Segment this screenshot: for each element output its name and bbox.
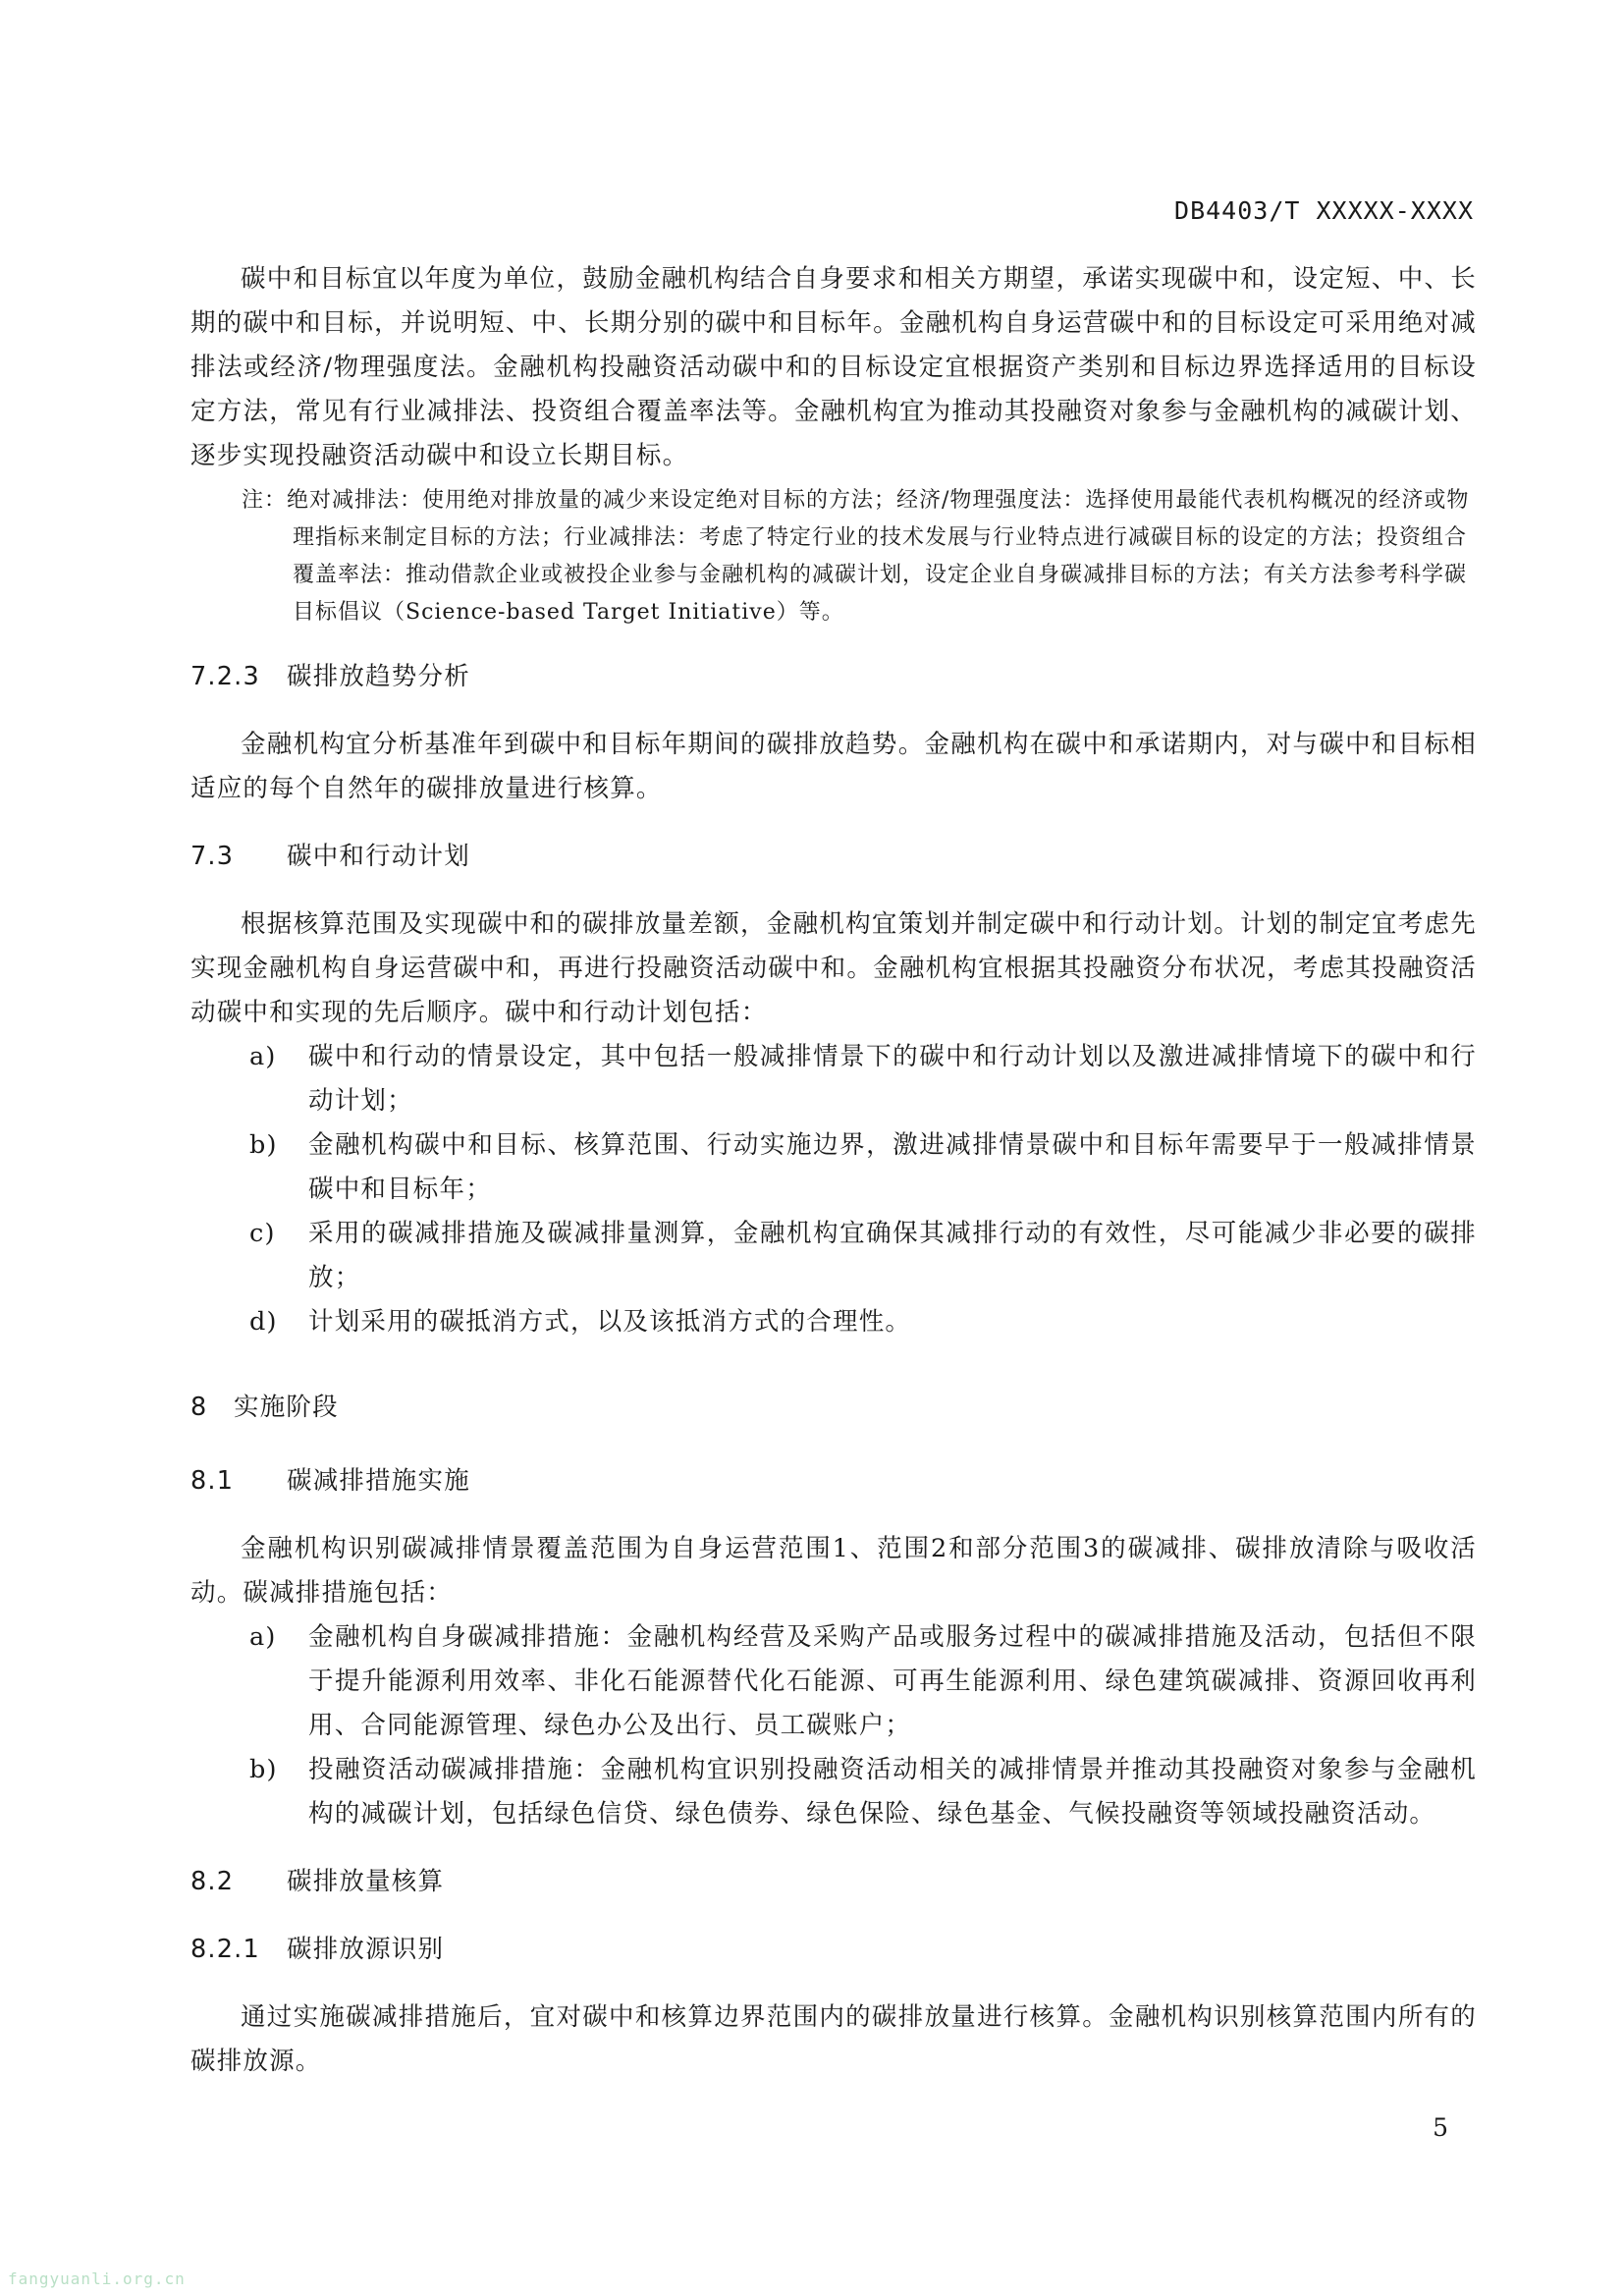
note	[190, 482, 1477, 631]
list-text: 金融机构自身碳减排措施：金融机构经营及采购产品或服务过程中的碳减排措施及活动，包括但不限于提升能源利用效率、非化石能源替代化石能源、可再生能源利用、绿色建筑碳减排、资源回收再利用、合同能源管理、绿色办公及出行、员工碳账户；	[308, 1622, 1477, 1740]
list-text: 计划采用的碳抵消方式，以及该抵消方式的合理性。	[308, 1307, 912, 1337]
section-title: 碳减排措施实施	[287, 1466, 470, 1496]
note-text: 绝对减排法：使用绝对排放量的减少来设定绝对目标的方法；经济/物理强度法：选择使用最能代表机构概况的经济或物理指标来制定目标的方法；行业减排法：考虑了特定行业的技术发展与行业特点进行减碳目标的设定的方法；投资组合覆盖率法：推动借款企业或被投企业参与金融机构的减碳计划，设定企业自身碳减排目标的方法；有关方法参考科学碳目标倡议（Science-based Target Initiative）等。	[287, 488, 1470, 625]
section-8-2-heading	[190, 1860, 1477, 1904]
list-text: 采用的碳减排措施及碳减排量测算，金融机构宜确保其减排行动的有效性，尽可能减少非必要的碳排放；	[308, 1219, 1477, 1292]
section-7-2-3-heading	[190, 655, 1477, 699]
list-label: d)	[249, 1307, 278, 1337]
section-8-2-1-heading	[190, 1928, 1477, 1972]
list-item	[190, 1615, 1477, 1748]
section-number: 8.2	[190, 1867, 235, 1896]
list-text: 碳中和行动的情景设定，其中包括一般减排情景下的碳中和行动计划以及激进减排情境下的碳中和行动计划；	[308, 1042, 1477, 1116]
list-item	[190, 1123, 1477, 1212]
list-label: c)	[249, 1219, 276, 1248]
list-item	[190, 1212, 1477, 1300]
section-8-2-1-paragraph: 通过实施碳减排措施后，宜对碳中和核算边界范围内的碳排放量进行核算。金融机构识别核算范围内所有的碳排放源。	[190, 2002, 1477, 2076]
section-8-1-paragraph: 金融机构识别碳减排情景覆盖范围为自身运营范围1、范围2和部分范围3的碳减排、碳排放清除与吸收活动。碳减排措施包括：	[190, 1534, 1477, 1608]
section-7-2-3-paragraph: 金融机构宜分析基准年到碳中和目标年期间的碳排放趋势。金融机构在碳中和承诺期内，对与碳中和目标相适应的每个自然年的碳排放量进行核算。	[190, 730, 1477, 803]
section-title: 实施阶段	[234, 1393, 339, 1422]
list-item	[190, 1748, 1477, 1836]
section-number: 7.2.3	[190, 662, 260, 691]
target-setting-paragraph: 碳中和目标宜以年度为单位，鼓励金融机构结合自身要求和相关方期望，承诺实现碳中和，设定短、中、长期的碳中和目标，并说明短、中、长期分别的碳中和目标年。金融机构自身运营碳中和的目标设定可采用绝对减排法或经济/物理强度法。金融机构投融资活动碳中和的目标设定宜根据资产类别和目标边界选择适用的目标设定方法，常见有行业减排法、投资组合覆盖率法等。金融机构宜为推动其投融资对象参与金融机构的减碳计划、逐步实现投融资活动碳中和设立长期目标。	[190, 264, 1477, 470]
section-number: 8	[190, 1393, 208, 1422]
list-text: 投融资活动碳减排措施：金融机构宜识别投融资活动相关的减排情景并推动其投融资对象参与金融机构的减碳计划，包括绿色信贷、绿色债券、绿色保险、绿色基金、气候投融资等领域投融资活动。	[308, 1755, 1477, 1829]
section-title: 碳中和行动计划	[287, 842, 470, 871]
section-number: 8.1	[190, 1466, 235, 1496]
list-item	[190, 1035, 1477, 1123]
page-body	[190, 257, 1477, 2084]
section-7-3-heading	[190, 835, 1477, 879]
page-number: 5	[1433, 2113, 1448, 2142]
list-label: b)	[249, 1130, 278, 1160]
list-text: 金融机构碳中和目标、核算范围、行动实施边界，激进减排情景碳中和目标年需要早于一般减排情景碳中和目标年；	[308, 1130, 1477, 1204]
section-title: 碳排放量核算	[287, 1867, 445, 1896]
section-number: 7.3	[190, 842, 235, 871]
section-7-3-paragraph: 根据核算范围及实现碳中和的碳排放量差额，金融机构宜策划并制定碳中和行动计划。计划的制定宜考虑先实现金融机构自身运营碳中和，再进行投融资活动碳中和。金融机构宜根据其投融资分布状况，考虑其投融资活动碳中和实现的先后顺序。碳中和行动计划包括：	[190, 909, 1477, 1027]
list-label: b)	[249, 1755, 278, 1784]
document-code: DB4403/T XXXXX-XXXX	[1174, 196, 1474, 225]
list-item	[190, 1300, 1477, 1344]
section-8-1-heading	[190, 1459, 1477, 1503]
chapter-8-heading	[190, 1386, 1477, 1430]
watermark: fangyuanli.org.cn	[8, 2269, 186, 2288]
section-title: 碳排放趋势分析	[287, 662, 470, 691]
section-title: 碳排放源识别	[287, 1935, 445, 1964]
list-label: a)	[249, 1042, 277, 1071]
note-label: 注：	[242, 488, 288, 513]
list-label: a)	[249, 1622, 277, 1652]
section-number: 8.2.1	[190, 1935, 260, 1964]
